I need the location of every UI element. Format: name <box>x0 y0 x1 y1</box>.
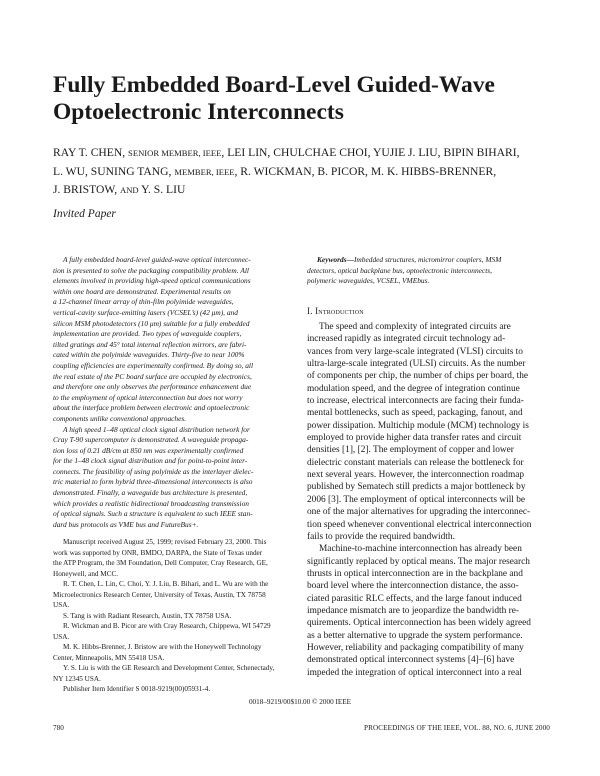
body-line: ciated parasitic RLC effects, and the large fanout induced <box>307 593 522 604</box>
paper-title <box>53 72 563 126</box>
footnote-line: M. K. Hibbs-Brenner, J. Bristow are with the Honeywell Technology <box>63 643 262 651</box>
title-line: Optoelectronic Interconnects <box>53 99 344 125</box>
footnote-line: Center, Minneapolis, MN 55418 USA. <box>53 653 165 662</box>
author-membership: SENIOR MEMBER, IEEE <box>128 148 222 158</box>
invited-paper-label: Invited Paper <box>53 208 116 220</box>
body-line: fails to provide the required bandwidth. <box>307 531 455 542</box>
author-text: RAY T. CHEN, <box>53 146 129 159</box>
body-line: of components per chip, the number of chips per board, the <box>307 371 529 382</box>
footnote-line: Publisher Item Identifier S 0018-9219(00)05931-4. <box>63 685 211 693</box>
keywords-line: polymeric waveguides, VCSEL, VMEbus. <box>307 276 430 286</box>
journal-footer: PROCEEDINGS OF THE IEEE, VOL. 88, NO. 6, JUNE 2000 <box>363 724 550 732</box>
body-line: ultra-large-scale integrated (ULSI) circuits. As the number <box>307 359 526 370</box>
abstract-line: coupling efficiencies are experimentally confirmed. By doing so, all <box>53 360 254 370</box>
abstract <box>53 255 293 530</box>
abstract-line: within one board are demonstrated. Experimental results on <box>53 286 231 296</box>
abstract-line: silicon MSM photodetectors (10 μm) suitable for a fully embedded <box>53 318 250 328</box>
abstract-line: components unlike conventional approaches. <box>53 413 187 423</box>
footnote-line: R. Wickman and B. Picor are with Cray Research, Chippewa, WI 54729 <box>63 622 271 630</box>
body-line: thrusts in optical interconnection are in the backplane and <box>307 568 523 579</box>
section-number: I. <box>307 306 313 316</box>
footnote-line: work was supported by ONR, BMDO, DARPA, the State of Texas under <box>53 548 263 557</box>
body-line: quirements. Optical interconnection has been widely agreed <box>307 618 531 629</box>
author-text: Y. S. LIU <box>138 183 186 196</box>
author-line <box>53 163 573 182</box>
section-heading <box>307 306 364 316</box>
author-line <box>53 144 573 163</box>
body-line: as a better alternative to upgrade the system performance. <box>307 630 523 641</box>
issn-copyright: 0018–9219/00$10.00 © 2000 IEEE <box>248 698 352 706</box>
footnote-line: Microelectronics Research Center, University of Texas, Austin, TX 78758 <box>53 590 266 599</box>
footnotes <box>53 537 298 695</box>
abstract-line: elements involved in providing high-speed optical communications <box>53 276 251 286</box>
abstract-line: the real estate of the PC board surface are occupied by electronics, <box>53 371 252 381</box>
body-line: increased rapidly as integrated circuit technology ad- <box>307 334 506 345</box>
abstract-line: vertical-cavity surface-emitting lasers (VCSEL’s) (42 μm), and <box>53 307 238 317</box>
body-line: next several years. However, the interconnection roadmap <box>307 470 525 481</box>
body-line: 2006 [3]. The employment of optical interconnects will be <box>307 494 526 505</box>
body-line: However, reliability and packaging compatibility of many <box>307 642 524 653</box>
keywords <box>307 255 550 287</box>
body-line: Machine-to-machine interconnection has already been <box>319 544 522 555</box>
abstract-line: about the interface problem between electronic and optoelectronic <box>53 403 250 413</box>
author-text: J. BRISTOW, <box>53 183 121 196</box>
footnote-line: NY 12345 USA. <box>53 674 101 683</box>
abstract-line: tric material to form hybrid three-dimensional interconnects is also <box>53 477 253 487</box>
body-line: impeded the integration of optical interconnect into a real <box>307 667 522 678</box>
body-line: board level where the interconnection distance, the asso- <box>307 581 519 592</box>
body-line: one of the major alternatives for upgrading the interconnec- <box>307 507 531 518</box>
footnote-line: Manuscript received August 25, 1999; revised February 23, 2000. This <box>63 538 267 546</box>
body-line: mental bottlenecks, such as speed, packaging, fanout, and <box>307 408 523 419</box>
footnote-line: USA. <box>53 601 70 609</box>
abstract-line: of optical signals. Such a structure is equivalent to such IEEE stan- <box>53 509 253 519</box>
body-line: tion speed whenever conventional electrical interconnection <box>307 519 532 530</box>
abstract-line: tilted gratings and 45° total internal reflection mirrors, are fabri- <box>53 339 247 349</box>
body-line: vances from very large-scale integrated (VLSI) circuits to <box>307 346 523 357</box>
body-line: power dissipation. Multichip module (MCM) technology is <box>307 420 529 431</box>
body-line: modulation speed, and the degree of integration continue <box>307 383 520 394</box>
abstract-line: dard bus protocols as VME bus and FutureBus+. <box>53 519 199 529</box>
title-line: Fully Embedded Board-Level Guided-Wave <box>53 72 495 98</box>
abstract-line: to the employment of optical interconnection but does not worry <box>53 392 243 402</box>
abstract-line: Cray T-90 supercomputer is demonstrated. A waveguide propaga- <box>53 435 249 445</box>
author-text: , R. WICKMAN, B. PICOR, M. K. HIBBS-BRENNER, <box>234 164 497 178</box>
footnote-line: the ATP Program, the 3M Foundation, Dell Computer, Cray Research, GE, <box>53 559 268 567</box>
section-title: Introduction <box>315 306 364 316</box>
footnote-line: USA. <box>53 632 70 641</box>
body-line: employed to provide higher data transfer rates and circuit <box>307 433 522 444</box>
author-list <box>53 144 573 200</box>
author-text: , LEI LIN, CHULCHAE CHOI, YUJIE J. LIU, BIPIN BIHARI, <box>221 146 520 159</box>
body-line: demonstrated optical interconnect systems [4]–[6] have <box>307 655 515 666</box>
footnote-line: Y. S. Liu is with the GE Research and Development Center, Schenectady, <box>63 664 275 672</box>
keywords-text: Imbedded structures, micromirror couplers, MSM <box>353 255 502 264</box>
body-line: to increase, electrical interconnects are facing their funda- <box>307 396 524 407</box>
body-line: dielectric constant materials can release the bottleneck for <box>307 457 524 468</box>
abstract-line: demonstrated. Finally, a waveguide bus architecture is presented, <box>53 488 248 498</box>
body-line: densities [1], [2]. The employment of copper and lower <box>307 445 514 456</box>
abstract-line: for the 1–48 clock signal distribution and for point-to-point inter- <box>53 456 248 466</box>
abstract-line: implementation are provided. Two types of waveguide couplers, <box>53 329 242 339</box>
page-number: 780 <box>53 724 64 732</box>
footnote-line: S. Tang is with Radiant Research, Austin, TX 78758 USA. <box>63 611 232 620</box>
abstract-line: and therefore one only observes the performance enhancement due <box>53 382 252 392</box>
body-line: significantly replaced by optical means. The major research <box>307 556 530 567</box>
body-line: published by Sematech still predicts a major bottleneck by <box>307 482 526 493</box>
footnote-line: Honeywell, and MCC. <box>53 569 119 578</box>
author-text: L. WU, SUNING TANG, <box>53 164 175 178</box>
body-line: impedance mismatch are to jeopardize the bandwidth re- <box>307 605 519 616</box>
keywords-line <box>307 255 550 266</box>
abstract-line: cated within the polyimide waveguides. Thirty-five to near 100% <box>53 350 245 360</box>
abstract-line: tion is presented to solve the packaging compatibility problem. All <box>53 265 249 275</box>
author-line <box>53 181 573 200</box>
abstract-line: A fully embedded board-level guided-wave optical interconnec- <box>63 255 251 264</box>
body-line: The speed and complexity of integrated circuits are <box>319 322 511 332</box>
keywords-line: detectors, optical backplane bus, optoelectronic interconnects, <box>307 265 492 275</box>
body-text <box>307 321 550 679</box>
keywords-label: Keywords— <box>317 255 354 264</box>
abstract-line: A high speed 1–48 optical clock signal distribution network for <box>63 424 250 434</box>
abstract-line: connects. The feasibility of using polyimide as the interlayer dielec- <box>53 466 254 476</box>
abstract-line: a 12-channel linear array of thin-film polyimide waveguides, <box>53 297 234 307</box>
abstract-line: tion loss of 0.21 dB/cm at 850 nm was experimentally confirmed <box>53 445 244 455</box>
footnote-line: R. T. Chen, L. Lin, C. Choi, Y. J. Liu, B. Bihari, and L. Wu are with the <box>63 580 269 588</box>
author-membership: MEMBER, IEEE <box>174 166 235 177</box>
author-conjunction: AND <box>120 185 139 195</box>
abstract-line: which provides a realistic bidirectional broadcasting transmission <box>53 498 249 508</box>
